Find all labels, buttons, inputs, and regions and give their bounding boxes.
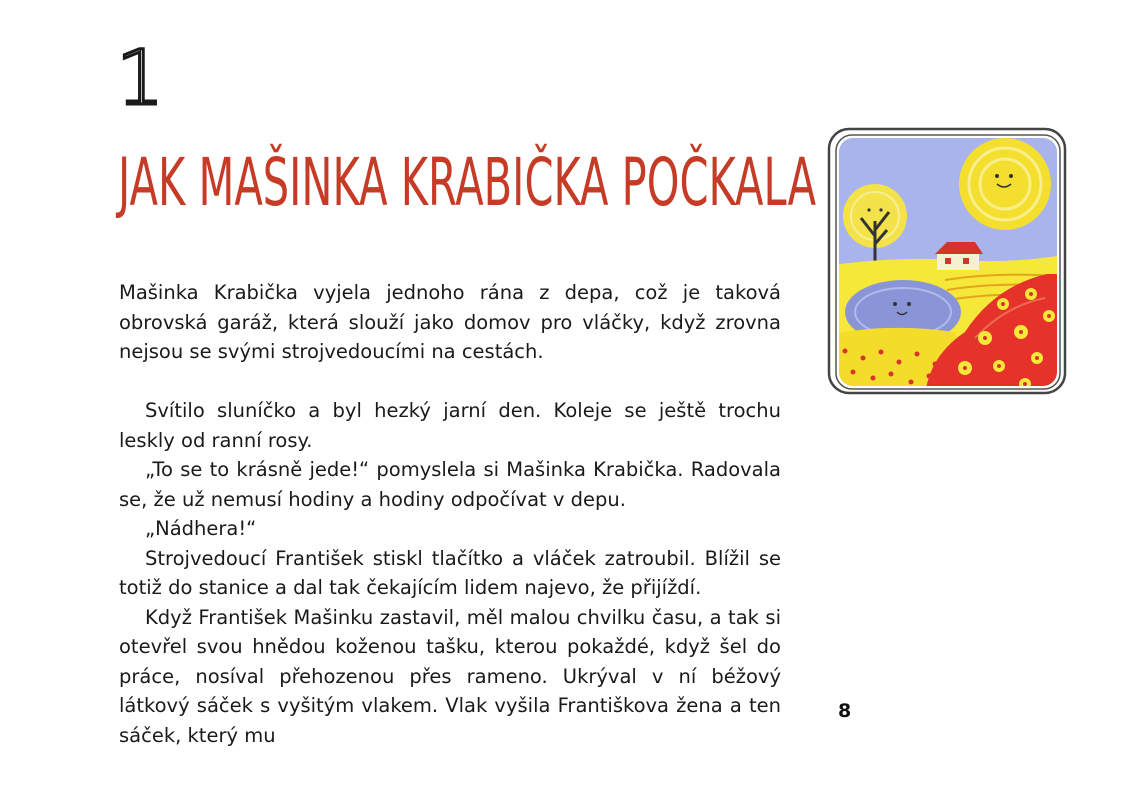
- paragraph: Svítilo sluníčko a byl hezký jarní den. Koleje se ještě trochu leskly od ranní rosy.: [119, 399, 781, 452]
- chapter-number: 1: [116, 33, 161, 122]
- paragraph: „To se to krásně jede!“ pomyslela si Mašinka Krabička. Radovala se, že už nemusí hodiny a hodiny odpočívat v depu.: [119, 458, 781, 511]
- paragraph: Strojvedoucí František stiskl tlačítko a vláček zatroubil. Blížil se totiž do stanice a dal tak čekajícím lidem najevo, že přijíždí.: [119, 546, 781, 599]
- chapter-body: [119, 278, 781, 750]
- paragraph: Když František Mašinku zastavil, měl malou chvilku času, a tak si otevřel svou hnědou koženou tašku, kterou pokaždé, když šel do práce, nosíval přehozenou přes rameno. Ukrýval v ní béžový látkový sáček s vyšitým vlakem. Vlak vyšila Františkova žena a ten sáček, který mu: [119, 605, 781, 747]
- paragraph: „Nádhera!“: [145, 517, 257, 540]
- paragraph: Mašinka Krabička vyjela jednoho rána z depa, což je taková obrovská garáž, která slouží jako domov pro vláčky, když zrovna nejsou se svými strojvedoucími na cestách.: [119, 281, 781, 363]
- sun: [959, 138, 1051, 230]
- chapter-illustration: [825, 126, 1069, 396]
- page-number: 8: [838, 700, 852, 722]
- chapter-title: JAK MAŠINKA KRABIČKA POČKALA: [118, 144, 817, 221]
